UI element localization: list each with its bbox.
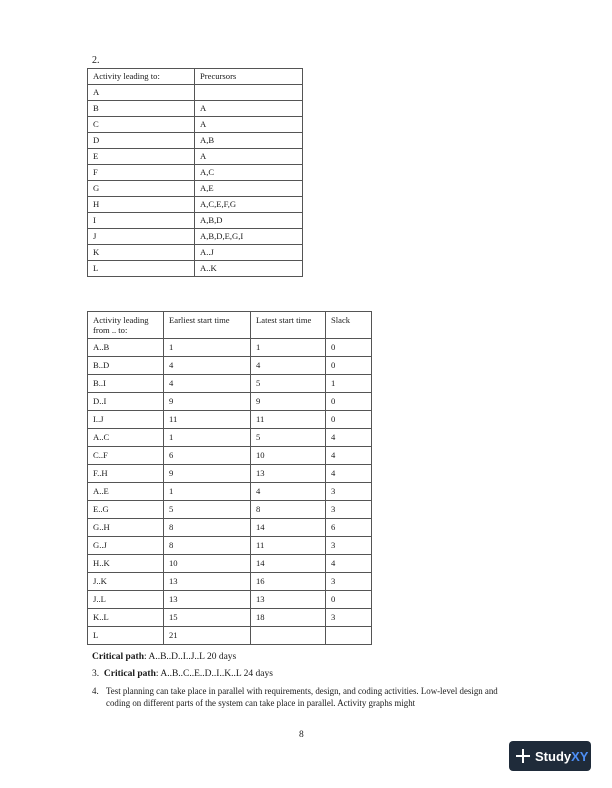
precursors-cell: A,B	[195, 133, 303, 149]
activity-cell: E	[88, 149, 195, 165]
precursor-table	[87, 68, 303, 277]
table-row	[88, 101, 303, 117]
activity-cell: H	[88, 197, 195, 213]
table-row	[88, 117, 303, 133]
precursors-cell: A,B,D	[195, 213, 303, 229]
activity-cell: A	[88, 85, 195, 101]
activity-cell: D	[88, 133, 195, 149]
precursor-table-header	[88, 69, 303, 85]
table-row	[88, 339, 372, 357]
earliest-start-cell: 9	[164, 465, 251, 483]
latest-start-cell: 1	[251, 339, 326, 357]
table-row	[88, 181, 303, 197]
activity-range-cell: H..K	[88, 555, 164, 573]
activity-range-cell: A..C	[88, 429, 164, 447]
precursors-cell	[195, 85, 303, 101]
latest-start-cell: 11	[251, 411, 326, 429]
table-row	[88, 447, 372, 465]
latest-start-cell: 11	[251, 537, 326, 555]
activity-range-cell: D..I	[88, 393, 164, 411]
header-earliest-start: Earliest start time	[164, 312, 251, 339]
activity-range-cell: B..D	[88, 357, 164, 375]
slack-cell: 3	[326, 501, 372, 519]
activity-range-cell: E..G	[88, 501, 164, 519]
earliest-start-cell: 4	[164, 375, 251, 393]
activity-cell: I	[88, 213, 195, 229]
slack-cell: 6	[326, 519, 372, 537]
activity-range-cell: J..L	[88, 591, 164, 609]
plus-icon	[516, 749, 530, 763]
activity-range-cell: L	[88, 627, 164, 645]
activity-range-cell: G..H	[88, 519, 164, 537]
latest-start-cell: 5	[251, 429, 326, 447]
table-row	[88, 245, 303, 261]
question-number: 2.	[92, 55, 100, 66]
slack-cell: 4	[326, 447, 372, 465]
latest-start-cell: 13	[251, 465, 326, 483]
precursors-cell: A	[195, 149, 303, 165]
brand-accent: XY	[571, 748, 589, 764]
table-row	[88, 229, 303, 245]
slack-cell: 0	[326, 591, 372, 609]
table-row	[88, 573, 372, 591]
critical-path-value: : A..B..D..I..J..L 20 days	[143, 652, 237, 662]
slack-cell: 1	[326, 375, 372, 393]
precursors-cell: A,E	[195, 181, 303, 197]
table-row	[88, 483, 372, 501]
latest-start-cell: 9	[251, 393, 326, 411]
item-4-text: Test planning can take place in parallel with requirements, design, and coding activities. Low-level design and coding on different parts of the system can take place in parallel. Activity graphs might	[106, 686, 498, 708]
table-row	[88, 213, 303, 229]
activity-range-cell: B..I	[88, 375, 164, 393]
slack-cell: 3	[326, 537, 372, 555]
precursors-cell: A,C,E,F,G	[195, 197, 303, 213]
activity-range-cell: G..J	[88, 537, 164, 555]
activity-cell: J	[88, 229, 195, 245]
latest-start-cell: 14	[251, 555, 326, 573]
table-row	[88, 165, 303, 181]
brand-main: Study	[535, 748, 572, 764]
earliest-start-cell: 1	[164, 339, 251, 357]
table-row	[88, 501, 372, 519]
slack-table-header	[88, 312, 372, 339]
latest-start-cell: 16	[251, 573, 326, 591]
slack-cell: 4	[326, 465, 372, 483]
table-row	[88, 411, 372, 429]
table-row	[88, 627, 372, 645]
slack-cell: 0	[326, 411, 372, 429]
earliest-start-cell: 1	[164, 483, 251, 501]
precursors-cell: A	[195, 117, 303, 133]
precursors-cell: A	[195, 101, 303, 117]
latest-start-cell: 10	[251, 447, 326, 465]
item-4	[92, 686, 512, 709]
earliest-start-cell: 21	[164, 627, 251, 645]
earliest-start-cell: 8	[164, 519, 251, 537]
latest-start-cell	[251, 627, 326, 645]
slack-table	[87, 311, 372, 645]
table-row	[88, 393, 372, 411]
earliest-start-cell: 8	[164, 537, 251, 555]
precursors-cell: A..J	[195, 245, 303, 261]
slack-cell	[326, 627, 372, 645]
precursor-table-body	[88, 85, 303, 277]
table-row	[88, 375, 372, 393]
latest-start-cell: 5	[251, 375, 326, 393]
earliest-start-cell: 5	[164, 501, 251, 519]
latest-start-cell: 8	[251, 501, 326, 519]
latest-start-cell: 14	[251, 519, 326, 537]
activity-cell: F	[88, 165, 195, 181]
header-latest-start: Latest start time	[251, 312, 326, 339]
slack-cell: 4	[326, 429, 372, 447]
header-activity-leading-to: Activity leading to:	[88, 69, 195, 85]
latest-start-cell: 4	[251, 357, 326, 375]
activity-cell: K	[88, 245, 195, 261]
activity-cell: G	[88, 181, 195, 197]
slack-cell: 3	[326, 483, 372, 501]
activity-cell: L	[88, 261, 195, 277]
activity-range-cell: A..B	[88, 339, 164, 357]
critical-path-line	[92, 652, 236, 662]
activity-range-cell: F..H	[88, 465, 164, 483]
precursors-cell: A,C	[195, 165, 303, 181]
earliest-start-cell: 4	[164, 357, 251, 375]
table-row	[88, 555, 372, 573]
table-row	[88, 261, 303, 277]
earliest-start-cell: 6	[164, 447, 251, 465]
earliest-start-cell: 15	[164, 609, 251, 627]
header-precursors: Precursors	[195, 69, 303, 85]
earliest-start-cell: 13	[164, 591, 251, 609]
latest-start-cell: 18	[251, 609, 326, 627]
activity-cell: C	[88, 117, 195, 133]
item-3	[92, 669, 273, 679]
table-row	[88, 609, 372, 627]
earliest-start-cell: 9	[164, 393, 251, 411]
slack-cell: 0	[326, 357, 372, 375]
earliest-start-cell: 11	[164, 411, 251, 429]
table-row	[88, 149, 303, 165]
item-3-number: 3.	[92, 669, 100, 679]
earliest-start-cell: 1	[164, 429, 251, 447]
activity-range-cell: I..J	[88, 411, 164, 429]
studyxy-watermark[interactable]	[509, 741, 591, 771]
slack-cell: 3	[326, 609, 372, 627]
precursors-cell: A,B,D,E,G,I	[195, 229, 303, 245]
latest-start-cell: 4	[251, 483, 326, 501]
table-row	[88, 519, 372, 537]
table-row	[88, 357, 372, 375]
earliest-start-cell: 10	[164, 555, 251, 573]
table-row	[88, 197, 303, 213]
activity-cell: B	[88, 101, 195, 117]
earliest-start-cell: 13	[164, 573, 251, 591]
item-3-label: Critical path	[103, 669, 156, 679]
header-slack: Slack	[326, 312, 372, 339]
slack-table-body	[88, 339, 372, 645]
activity-range-cell: C..F	[88, 447, 164, 465]
table-row	[88, 465, 372, 483]
table-row	[88, 429, 372, 447]
table-row	[88, 133, 303, 149]
activity-range-cell: J..K	[88, 573, 164, 591]
item-4-number: 4.	[92, 686, 99, 696]
latest-start-cell: 13	[251, 591, 326, 609]
critical-path-label: Critical path	[92, 652, 144, 662]
page-number: 8	[299, 730, 304, 740]
table-row	[88, 537, 372, 555]
slack-cell: 0	[326, 393, 372, 411]
table-row	[88, 591, 372, 609]
precursors-cell: A..K	[195, 261, 303, 277]
item-3-value: : A..B..C..E..D..I..K..L 24 days	[155, 669, 273, 679]
activity-range-cell: A..E	[88, 483, 164, 501]
slack-cell: 3	[326, 573, 372, 591]
slack-cell: 0	[326, 339, 372, 357]
table-row	[88, 85, 303, 101]
header-activity-from-to: Activity leading from .. to:	[88, 312, 164, 339]
slack-cell: 4	[326, 555, 372, 573]
activity-range-cell: K..L	[88, 609, 164, 627]
